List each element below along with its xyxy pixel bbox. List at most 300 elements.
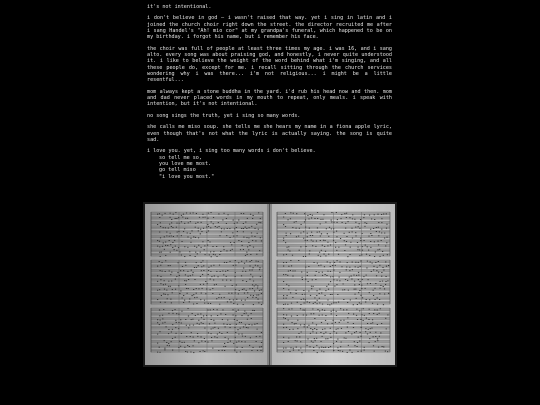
note-mark xyxy=(320,219,321,220)
note-mark xyxy=(288,285,289,286)
note-mark xyxy=(370,229,371,230)
note-mark xyxy=(374,351,375,352)
note-mark xyxy=(319,315,320,316)
note-mark xyxy=(381,229,382,230)
note-mark xyxy=(347,280,348,281)
note-mark xyxy=(157,322,158,323)
note-mark xyxy=(210,303,211,304)
note-mark xyxy=(179,251,180,252)
note-mark xyxy=(249,345,250,346)
note-mark xyxy=(196,262,197,263)
note-mark xyxy=(376,270,377,271)
note-mark xyxy=(345,228,346,229)
note-mark xyxy=(375,262,376,263)
note-mark xyxy=(254,290,255,291)
note-mark xyxy=(283,238,284,239)
note-mark xyxy=(299,228,300,229)
note-mark xyxy=(174,309,175,310)
note-mark xyxy=(208,274,209,275)
note-mark xyxy=(385,281,386,282)
note-mark xyxy=(348,331,349,332)
note-mark xyxy=(213,217,214,218)
note-mark xyxy=(157,275,158,276)
note-mark xyxy=(332,294,333,295)
note-mark xyxy=(313,313,314,314)
note-mark xyxy=(312,215,313,216)
note-mark xyxy=(367,246,368,247)
note-mark xyxy=(190,336,191,337)
note-mark xyxy=(324,246,325,247)
note-mark xyxy=(170,265,171,266)
note-mark xyxy=(255,284,256,285)
note-mark xyxy=(207,342,208,343)
note-mark xyxy=(203,323,204,324)
note-mark xyxy=(336,212,337,213)
note-mark xyxy=(360,336,361,337)
note-mark xyxy=(171,332,172,333)
note-mark xyxy=(187,308,188,309)
note-mark xyxy=(172,247,173,248)
note-mark xyxy=(194,340,195,341)
note-mark xyxy=(359,223,360,224)
note-mark xyxy=(382,267,383,268)
note-mark xyxy=(187,233,188,234)
note-mark xyxy=(241,333,242,334)
note-mark xyxy=(381,276,382,277)
note-mark xyxy=(238,334,239,335)
note-mark xyxy=(360,319,361,320)
note-mark xyxy=(316,295,317,296)
note-mark xyxy=(190,275,191,276)
note-mark xyxy=(212,328,213,329)
note-mark xyxy=(217,337,218,338)
note-mark xyxy=(218,222,219,223)
note-mark xyxy=(250,214,251,215)
note-mark xyxy=(331,212,332,213)
note-mark xyxy=(167,245,168,246)
note-mark xyxy=(181,241,182,242)
note-mark xyxy=(203,228,204,229)
note-mark xyxy=(160,270,161,271)
note-mark xyxy=(331,313,332,314)
note-mark xyxy=(319,293,320,294)
note-mark xyxy=(165,326,166,327)
note-mark xyxy=(358,337,359,338)
note-mark xyxy=(288,309,289,310)
note-mark xyxy=(201,341,202,342)
note-mark xyxy=(343,309,344,310)
note-mark xyxy=(367,261,368,262)
note-mark xyxy=(203,270,204,271)
note-mark xyxy=(357,249,358,250)
note-mark xyxy=(387,280,388,281)
note-mark xyxy=(196,288,197,289)
note-mark xyxy=(355,227,356,228)
note-mark xyxy=(350,299,351,300)
note-mark xyxy=(173,236,174,237)
note-mark xyxy=(307,240,308,241)
note-mark xyxy=(208,226,209,227)
note-mark xyxy=(324,328,325,329)
note-mark xyxy=(377,310,378,311)
note-mark xyxy=(177,272,178,273)
note-mark xyxy=(219,254,220,255)
note-mark xyxy=(366,267,367,268)
note-mark xyxy=(347,322,348,323)
note-mark xyxy=(200,276,201,277)
note-mark xyxy=(377,304,378,305)
note-mark xyxy=(178,285,179,286)
note-mark xyxy=(346,241,347,242)
note-mark xyxy=(324,310,325,311)
note-mark xyxy=(359,250,360,251)
note-mark xyxy=(364,315,365,316)
note-mark xyxy=(343,299,344,300)
note-mark xyxy=(204,338,205,339)
note-mark xyxy=(373,345,374,346)
note-mark xyxy=(244,263,245,264)
note-mark xyxy=(379,265,380,266)
note-mark xyxy=(363,308,364,309)
note-mark xyxy=(222,350,223,351)
note-mark xyxy=(248,315,249,316)
note-mark xyxy=(211,256,212,257)
note-mark xyxy=(341,342,342,343)
note-mark xyxy=(353,323,354,324)
note-mark xyxy=(312,309,313,310)
note-mark xyxy=(317,352,318,353)
note-mark xyxy=(250,254,251,255)
note-mark xyxy=(330,346,331,347)
note-mark xyxy=(211,319,212,320)
note-mark xyxy=(366,299,367,300)
note-mark xyxy=(321,351,322,352)
note-mark xyxy=(359,228,360,229)
note-mark xyxy=(201,322,202,323)
note-mark xyxy=(184,280,185,281)
note-mark xyxy=(296,337,297,338)
note-mark xyxy=(197,323,198,324)
note-mark xyxy=(327,323,328,324)
note-mark xyxy=(241,261,242,262)
note-mark xyxy=(369,215,370,216)
note-mark xyxy=(246,281,247,282)
note-mark xyxy=(351,276,352,277)
note-mark xyxy=(225,346,226,347)
note-mark xyxy=(186,280,187,281)
note-mark xyxy=(291,322,292,323)
note-mark xyxy=(324,295,325,296)
note-mark xyxy=(377,249,378,250)
note-mark xyxy=(181,333,182,334)
note-mark xyxy=(306,345,307,346)
note-mark xyxy=(204,254,205,255)
note-mark xyxy=(191,270,192,271)
note-mark xyxy=(240,328,241,329)
note-mark xyxy=(374,299,375,300)
note-mark xyxy=(218,350,219,351)
note-mark xyxy=(383,346,384,347)
note-mark xyxy=(213,223,214,224)
note-mark xyxy=(366,318,367,319)
note-mark xyxy=(209,254,210,255)
note-mark xyxy=(218,213,219,214)
note-mark xyxy=(310,235,311,236)
note-mark xyxy=(368,236,369,237)
note-mark xyxy=(246,260,247,261)
note-mark xyxy=(336,222,337,223)
note-mark xyxy=(203,315,204,316)
note-mark xyxy=(367,323,368,324)
note-mark xyxy=(315,279,316,280)
note-mark xyxy=(199,351,200,352)
note-mark xyxy=(316,303,317,304)
note-mark xyxy=(175,218,176,219)
note-mark xyxy=(223,324,224,325)
note-mark xyxy=(157,240,158,241)
note-mark xyxy=(314,318,315,319)
note-mark xyxy=(355,289,356,290)
note-mark xyxy=(359,341,360,342)
note-mark xyxy=(317,263,318,264)
note-mark xyxy=(381,323,382,324)
note-mark xyxy=(159,324,160,325)
note-mark xyxy=(308,325,309,326)
note-mark xyxy=(223,274,224,275)
note-mark xyxy=(300,233,301,234)
note-mark xyxy=(379,336,380,337)
note-mark xyxy=(166,232,167,233)
note-mark xyxy=(291,265,292,266)
note-mark xyxy=(170,244,171,245)
book-spine xyxy=(267,204,272,365)
note-mark xyxy=(160,222,161,223)
note-mark xyxy=(238,310,239,311)
note-mark xyxy=(260,222,261,223)
note-mark xyxy=(243,268,244,269)
note-mark xyxy=(193,212,194,213)
note-mark xyxy=(383,286,384,287)
note-mark xyxy=(226,250,227,251)
note-mark xyxy=(310,214,311,215)
note-mark xyxy=(258,261,259,262)
note-mark xyxy=(227,320,228,321)
paragraph-intro: it's not intentional. xyxy=(147,4,212,10)
note-mark xyxy=(386,242,387,243)
note-mark xyxy=(379,293,380,294)
note-mark xyxy=(354,345,355,346)
note-mark xyxy=(376,227,377,228)
note-mark xyxy=(165,260,166,261)
note-mark xyxy=(296,341,297,342)
note-mark xyxy=(176,250,177,251)
note-mark xyxy=(173,214,174,215)
note-mark xyxy=(169,236,170,237)
note-mark xyxy=(169,217,170,218)
note-mark xyxy=(325,256,326,257)
note-mark xyxy=(319,231,320,232)
note-mark xyxy=(257,265,258,266)
note-mark xyxy=(226,223,227,224)
note-mark xyxy=(216,271,217,272)
note-mark xyxy=(253,267,254,268)
note-mark xyxy=(307,272,308,273)
note-mark xyxy=(349,232,350,233)
note-mark xyxy=(237,320,238,321)
note-mark xyxy=(365,328,366,329)
note-mark xyxy=(360,281,361,282)
note-mark xyxy=(388,265,389,266)
note-mark xyxy=(181,221,182,222)
note-mark xyxy=(174,249,175,250)
note-mark xyxy=(356,315,357,316)
note-mark xyxy=(245,324,246,325)
note-mark xyxy=(247,246,248,247)
note-mark xyxy=(373,228,374,229)
note-mark xyxy=(319,252,320,253)
note-mark xyxy=(227,332,228,333)
note-mark xyxy=(320,224,321,225)
note-mark xyxy=(168,286,169,287)
note-mark xyxy=(212,246,213,247)
note-mark xyxy=(252,288,253,289)
note-mark xyxy=(194,297,195,298)
note-mark xyxy=(289,351,290,352)
note-mark xyxy=(364,226,365,227)
note-mark xyxy=(290,260,291,261)
note-mark xyxy=(341,266,342,267)
note-mark xyxy=(185,351,186,352)
note-mark xyxy=(314,338,315,339)
note-mark xyxy=(202,241,203,242)
note-mark xyxy=(285,213,286,214)
note-mark xyxy=(307,302,308,303)
note-mark xyxy=(328,284,329,285)
note-mark xyxy=(310,328,311,329)
note-mark xyxy=(315,275,316,276)
note-mark xyxy=(337,294,338,295)
note-mark xyxy=(181,255,182,256)
note-mark xyxy=(319,298,320,299)
note-mark xyxy=(258,295,259,296)
note-mark xyxy=(317,300,318,301)
note-mark xyxy=(187,247,188,248)
note-mark xyxy=(353,304,354,305)
note-mark xyxy=(171,226,172,227)
note-mark xyxy=(197,333,198,334)
note-mark xyxy=(222,309,223,310)
note-mark xyxy=(234,319,235,320)
note-mark xyxy=(258,302,259,303)
paragraph-god: i don't believe in god – i wasn't raised that way. yet i sing in latin and i joined the church choir right down the street. the director recruited me after i sang Handel's "Ah! mio cor" at my grandpa's funeral, which happened to be on my birthday. i forgot his name, but i remember his face. xyxy=(147,15,396,41)
note-mark xyxy=(377,267,378,268)
note-mark xyxy=(217,227,218,228)
note-mark xyxy=(186,336,187,337)
note-mark xyxy=(357,351,358,352)
note-mark xyxy=(177,235,178,236)
note-mark xyxy=(159,315,160,316)
note-mark xyxy=(316,333,317,334)
note-mark xyxy=(290,212,291,213)
note-mark xyxy=(185,284,186,285)
note-mark xyxy=(316,329,317,330)
note-mark xyxy=(345,332,346,333)
note-mark xyxy=(354,219,355,220)
note-mark xyxy=(297,302,298,303)
note-mark xyxy=(186,288,187,289)
note-mark xyxy=(234,223,235,224)
note-mark xyxy=(157,334,158,335)
note-mark xyxy=(223,346,224,347)
note-mark xyxy=(196,297,197,298)
note-mark xyxy=(336,250,337,251)
note-mark xyxy=(339,272,340,273)
note-mark xyxy=(214,284,215,285)
note-mark xyxy=(321,293,322,294)
note-mark xyxy=(217,309,218,310)
note-mark xyxy=(381,233,382,234)
note-mark xyxy=(164,348,165,349)
note-mark xyxy=(287,219,288,220)
note-mark xyxy=(382,346,383,347)
note-mark xyxy=(249,245,250,246)
note-mark xyxy=(388,293,389,294)
note-mark xyxy=(235,265,236,266)
note-mark xyxy=(352,218,353,219)
note-mark xyxy=(204,245,205,246)
note-mark xyxy=(368,329,369,330)
note-mark xyxy=(157,299,158,300)
note-mark xyxy=(295,290,296,291)
note-mark xyxy=(219,332,220,333)
note-mark xyxy=(311,341,312,342)
note-mark xyxy=(379,281,380,282)
note-mark xyxy=(344,213,345,214)
note-mark xyxy=(224,297,225,298)
note-mark xyxy=(374,241,375,242)
note-mark xyxy=(196,293,197,294)
note-mark xyxy=(208,230,209,231)
note-mark xyxy=(188,276,189,277)
note-mark xyxy=(339,277,340,278)
note-mark xyxy=(313,262,314,263)
note-mark xyxy=(179,341,180,342)
note-mark xyxy=(201,270,202,271)
note-mark xyxy=(233,303,234,304)
note-mark xyxy=(340,320,341,321)
note-mark xyxy=(330,271,331,272)
note-mark xyxy=(172,292,173,293)
note-mark xyxy=(283,314,284,315)
note-mark xyxy=(360,238,361,239)
note-mark xyxy=(312,235,313,236)
note-mark xyxy=(164,249,165,250)
note-mark xyxy=(232,315,233,316)
note-mark xyxy=(219,304,220,305)
note-mark xyxy=(211,329,212,330)
note-mark xyxy=(261,289,262,290)
note-mark xyxy=(347,352,348,353)
note-mark xyxy=(314,297,315,298)
note-mark xyxy=(330,266,331,267)
note-mark xyxy=(358,292,359,293)
note-mark xyxy=(351,228,352,229)
note-mark xyxy=(358,262,359,263)
note-mark xyxy=(349,217,350,218)
note-mark xyxy=(203,265,204,266)
note-mark xyxy=(161,262,162,263)
note-mark xyxy=(327,245,328,246)
